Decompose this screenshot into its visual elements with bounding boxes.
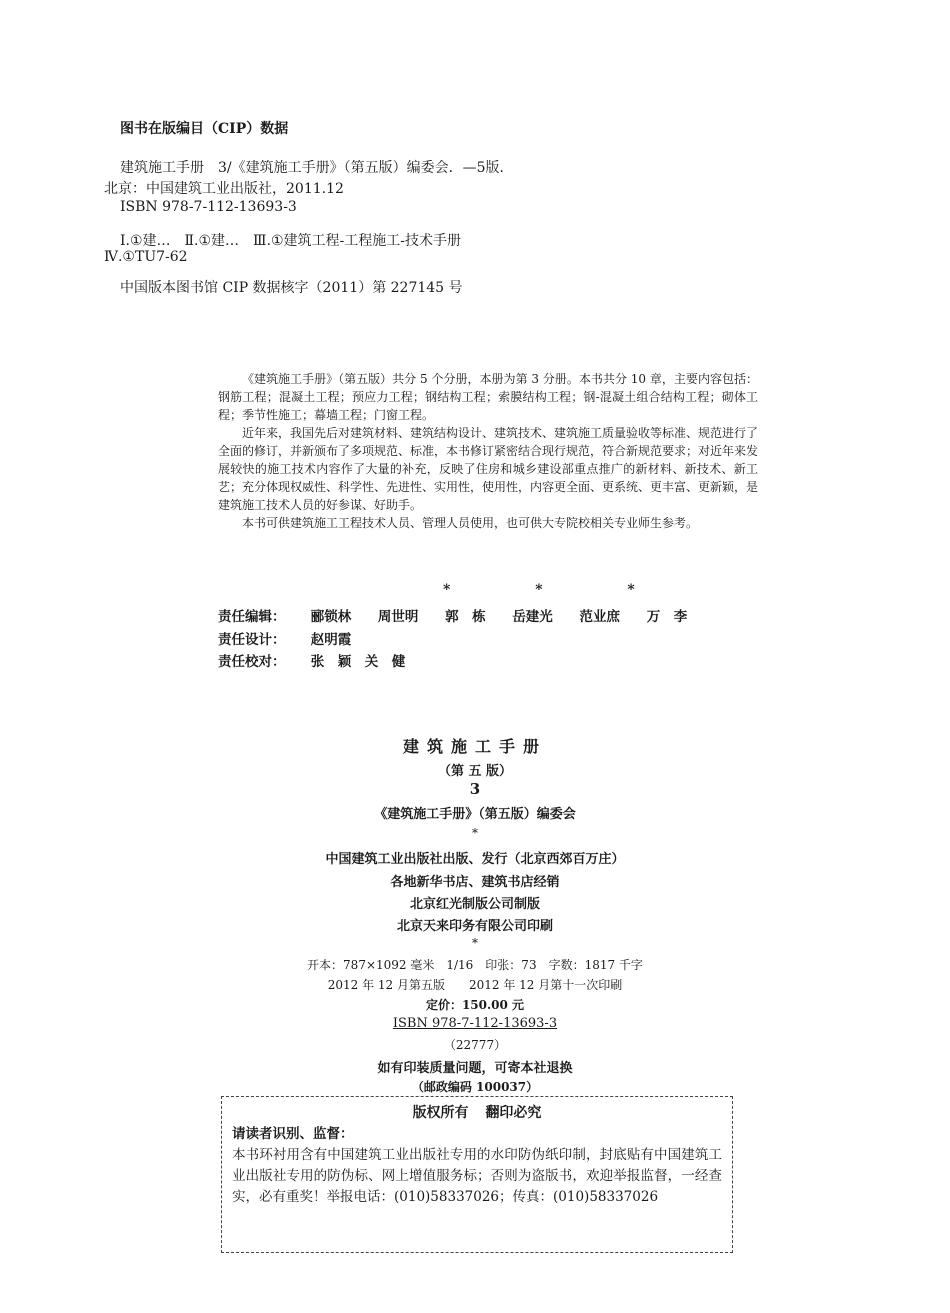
notice-title-piracy: 翻印必究 (485, 1105, 542, 1121)
return-note: 如有印装质量问题，可寄本社退换 (377, 1061, 573, 1076)
book-summary (218, 370, 758, 532)
printing-info: 2012 年 12 月第五版 2012 年 12 月第十一次印刷 (327, 978, 623, 992)
credits (218, 604, 709, 674)
star-divider: * (472, 936, 478, 950)
editor-name: 万 李 (646, 609, 688, 625)
credit-editors (218, 604, 709, 630)
credit-design (218, 630, 709, 650)
cip-line-1: 建筑施工手册 3/《建筑施工手册》（第五版）编委会．—5版． (120, 160, 514, 176)
format-specs: 开本：787×1092 毫米 1/16 印张：73 字数：1817 千字 (307, 958, 643, 972)
edition: （第 五 版） (437, 764, 513, 779)
plate-maker: 北京红光制版公司制版 (409, 897, 540, 912)
category-code: （22777） (443, 1038, 507, 1052)
star-divider: * (472, 826, 478, 840)
editor-name: 郭 栋 (445, 609, 486, 625)
editor-name: 岳建光 (512, 609, 553, 625)
cip-heading: 图书在版编目（CIP）数据 (120, 121, 289, 137)
notice-body: 本书环衬用含有中国建筑工业出版社专用的水印防伪纸印制，封底贴有中国建筑工业出版社专用的防伪标、网上增值服务标；否则为盗版书，欢迎举报监督，一经查实，必有重奖！举报电话：(010)58337026；传真：(010)58337026 (232, 1147, 722, 1205)
credit-proof (218, 650, 709, 674)
cip-line-6: 中国版本图书馆 CIP 数据核字（2011）第 227145 号 (120, 280, 463, 296)
notice-subtitle: 请读者识别、监督： (232, 1126, 354, 1142)
price: 定价：150.00 元 (425, 998, 525, 1012)
notice-title (232, 1103, 722, 1124)
editor-name: 郦锁林 (310, 609, 352, 625)
proof-label: 责任校对： (218, 654, 286, 670)
summary-paragraph-2: 近年来，我国先后对建筑材料、建筑结构设计、建筑技术、建筑施工质量验收等标准、规范进行了全面的修订，并新颁布了多项规范、标准，本书修订紧密结合现行规范，符合新规范要求；对近年来发展较快的施工技术内容作了大量的补充，反映了住房和城乡建设部重点推广的新材料、新技术、新工艺；充分体现权威性、科学性、先进性、实用性，使用性，内容更全面、更系统、更丰富、更新颖，是建筑施工技术人员的好参谋、好助手。 (218, 426, 759, 512)
printer: 北京天来印务有限公司印刷 (396, 919, 553, 934)
design-label: 责任设计： (218, 632, 286, 648)
cip-line-3: ISBN 978-7-112-13693-3 (120, 199, 297, 215)
distributor: 各地新华书店、建筑书店经销 (390, 875, 560, 890)
postal-code: （邮政编码 100037） (411, 1080, 539, 1094)
proof-name: 张 颖 关 健 (310, 654, 406, 670)
summary-paragraph-3: 本书可供建筑施工工程技术人员、管理人员使用，也可供大专院校相关专业师生参考。 (242, 516, 699, 530)
cip-line-5: Ⅳ.①TU7-62 (104, 249, 188, 265)
volume-number: 3 (469, 780, 481, 798)
cip-line-2: 北京：中国建筑工业出版社，2011.12 (104, 181, 344, 197)
book-title: 建筑施工手册 (402, 737, 547, 756)
publisher: 中国建筑工业出版社出版、发行（北京西郊百万庄） (325, 852, 625, 867)
editor-label: 责任编辑： (218, 609, 286, 625)
cip-line-4: Ⅰ.①建… Ⅱ.①建… Ⅲ.①建筑工程-工程施工-技术手册 (120, 233, 462, 249)
separator-stars: * * * (443, 582, 675, 598)
design-name: 赵明霞 (310, 632, 352, 648)
isbn-text: ISBN 978-7-112-13693-3 (392, 1016, 558, 1031)
editor-name: 周世明 (377, 609, 419, 625)
summary-paragraph-1: 《建筑施工手册》（第五版）共分 5 个分册，本册为第 3 分册。本书共分 10 章，主要内容包括：钢筋工程；混凝土工程；预应力工程；钢结构工程；索膜结构工程；钢-混凝土组合结构工程；砌体工程；季节性施工；幕墙工程；门窗工程。 (218, 372, 758, 422)
editorial-committee: 《建筑施工手册》（第五版）编委会 (374, 807, 576, 822)
copyright-notice-box (221, 1096, 733, 1253)
isbn (0, 1016, 950, 1031)
editor-name: 范业庶 (579, 609, 621, 625)
notice-title-rights: 版权所有 (412, 1105, 469, 1121)
